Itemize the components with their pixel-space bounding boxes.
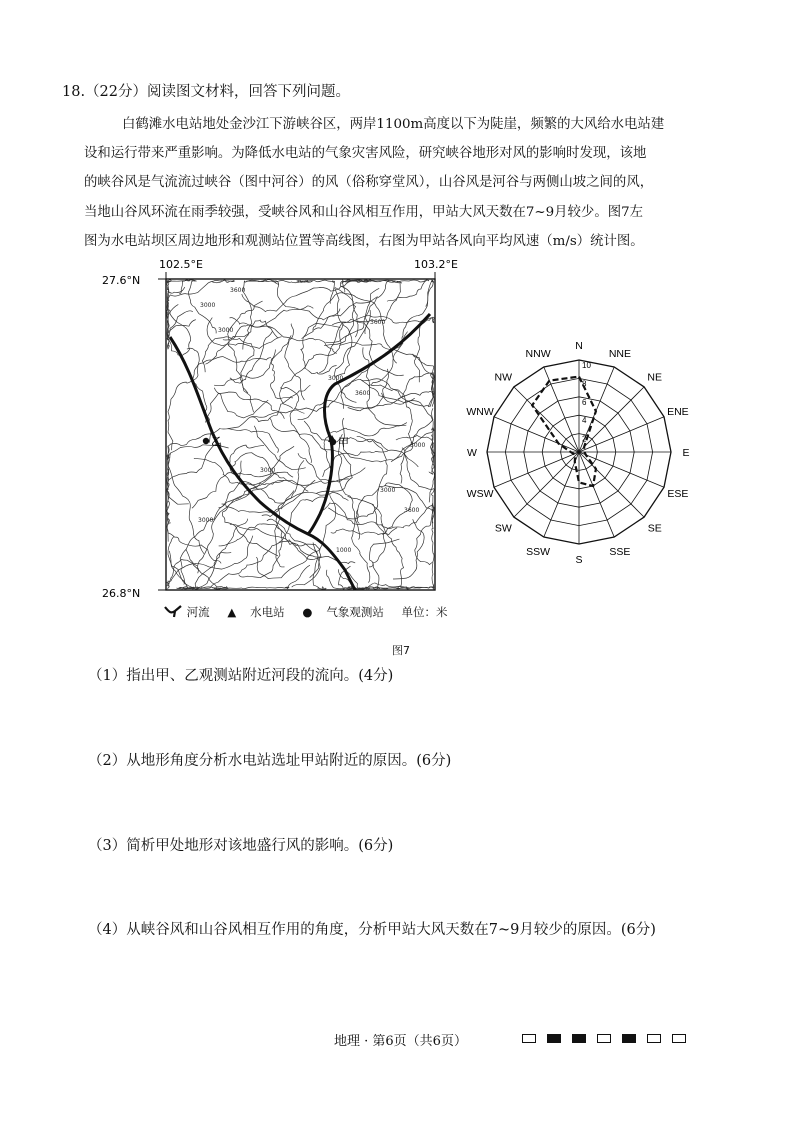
contour-label: 3600	[370, 319, 386, 326]
map-lon-left: 102.5°E	[159, 258, 203, 271]
contour-label: 3600	[355, 390, 371, 397]
legend-dam: 水电站	[250, 605, 285, 619]
contour-label: 3600	[404, 507, 420, 514]
footer-mark	[622, 1034, 636, 1043]
rose-tick-label: 8	[582, 379, 587, 389]
map-lat-top: 27.6°N	[102, 274, 141, 287]
contour-label: 3000	[218, 327, 234, 334]
material-line: 图为水电站坝区周边地形和观测站位置等高线图，右图为甲站各风向平均风速（m/s）统计图。	[84, 233, 644, 249]
rose-tick-label: 10	[582, 361, 591, 370]
dam-legend-icon: ▲	[227, 605, 237, 619]
sub-question-2: （2）从地形角度分析水电站选址甲站附近的原因。(6分)	[88, 753, 452, 769]
rose-direction-label: SSE	[609, 545, 631, 558]
rose-spoke	[514, 452, 579, 517]
footer-mark	[547, 1034, 561, 1043]
rose-tick-label: 6	[582, 397, 587, 407]
rose-direction-label: WSW	[466, 487, 494, 500]
contour-label: 3600	[230, 287, 246, 294]
legend-river: 河流	[186, 605, 210, 619]
rose-direction-label: SE	[647, 522, 662, 535]
footer-mark	[597, 1034, 611, 1043]
rose-direction-label: WNW	[466, 406, 494, 419]
contour-label: 3000	[410, 442, 426, 449]
material-line: 当地山谷风环流在雨季较强，受峡谷风和山谷风相互作用，甲站大风天数在7~9月较少。图7左	[84, 204, 644, 220]
rose-direction-label: W	[467, 447, 477, 459]
question-material	[84, 110, 716, 256]
contour-label: 3000	[380, 487, 396, 494]
rose-direction-label: ENE	[667, 406, 689, 419]
map-legend	[163, 604, 462, 620]
rose-direction-label: SW	[494, 522, 512, 535]
station-yi-dot	[203, 438, 209, 444]
material-line: 白鹤滩水电站地处金沙江下游峡谷区，两岸1100m高度以下为陡崖，频繁的大风给水电站建	[122, 117, 665, 132]
footer-mark	[647, 1034, 661, 1043]
question-header: 18.（22分）阅读图文材料，回答下列问题。	[62, 84, 351, 100]
rose-tick-label: 4	[582, 416, 587, 426]
map-lon-right: 103.2°E	[414, 258, 458, 271]
material-line: 设和运行带来严重影响。为降低水电站的气象灾害风险，研究峡谷地形对风的影响时发现，该地	[84, 146, 647, 162]
contour-label: 3000	[328, 375, 344, 382]
station-jia-label: 甲	[338, 436, 349, 449]
station-yi-label: 乙	[211, 435, 222, 448]
rose-direction-label: NW	[494, 371, 513, 384]
legend-station: 气象观测站	[326, 605, 384, 619]
rose-grid	[487, 360, 671, 544]
station-legend-icon: ●	[302, 605, 313, 619]
material-line: 的峡谷风是气流流过峡谷（图中河谷）的风（俗称穿堂风），山谷风是河谷与两侧山坡之间的风，	[84, 175, 654, 191]
sub-question-3: （3）简析甲处地形对该地盛行风的影响。(6分)	[88, 838, 394, 854]
footer-mark	[672, 1034, 686, 1043]
legend-unit: 单位：米	[401, 605, 448, 619]
river-legend-icon	[163, 604, 183, 618]
figure-caption: 图7	[392, 644, 410, 657]
rose-direction-label: ESE	[667, 487, 689, 500]
rose-direction-label: N	[575, 340, 583, 352]
footer-mark	[522, 1034, 536, 1043]
sub-question-1: （1）指出甲、乙观测站附近河段的流向。(4分)	[88, 668, 394, 684]
rose-direction-label: NNE	[608, 348, 631, 361]
wind-rose-chart	[462, 342, 702, 567]
rose-direction-label: S	[575, 554, 583, 566]
contour-label: 1000	[336, 547, 352, 554]
rose-direction-label: SSW	[526, 545, 551, 558]
contour-label: 3000	[260, 467, 276, 474]
rose-spoke	[579, 452, 644, 517]
rose-spoke	[514, 387, 579, 452]
sub-question-4: （4）从峡谷风和山谷风相互作用的角度，分析甲站大风天数在7~9月较少的原因。(6分)	[88, 922, 656, 938]
contour-label: 3000	[200, 302, 216, 309]
rose-direction-label: NE	[647, 371, 662, 384]
map-lat-bottom: 26.8°N	[102, 587, 141, 600]
rose-tick-label: 2	[582, 434, 587, 444]
page-footer: 地理 · 第6页（共6页）	[334, 1034, 467, 1049]
rose-direction-label: E	[682, 447, 690, 459]
rose-direction-label: NNW	[525, 348, 551, 361]
topographic-map	[100, 252, 458, 602]
footer-mark	[572, 1034, 586, 1043]
contour-label: 3000	[198, 517, 214, 524]
footer-marks	[522, 1034, 686, 1043]
